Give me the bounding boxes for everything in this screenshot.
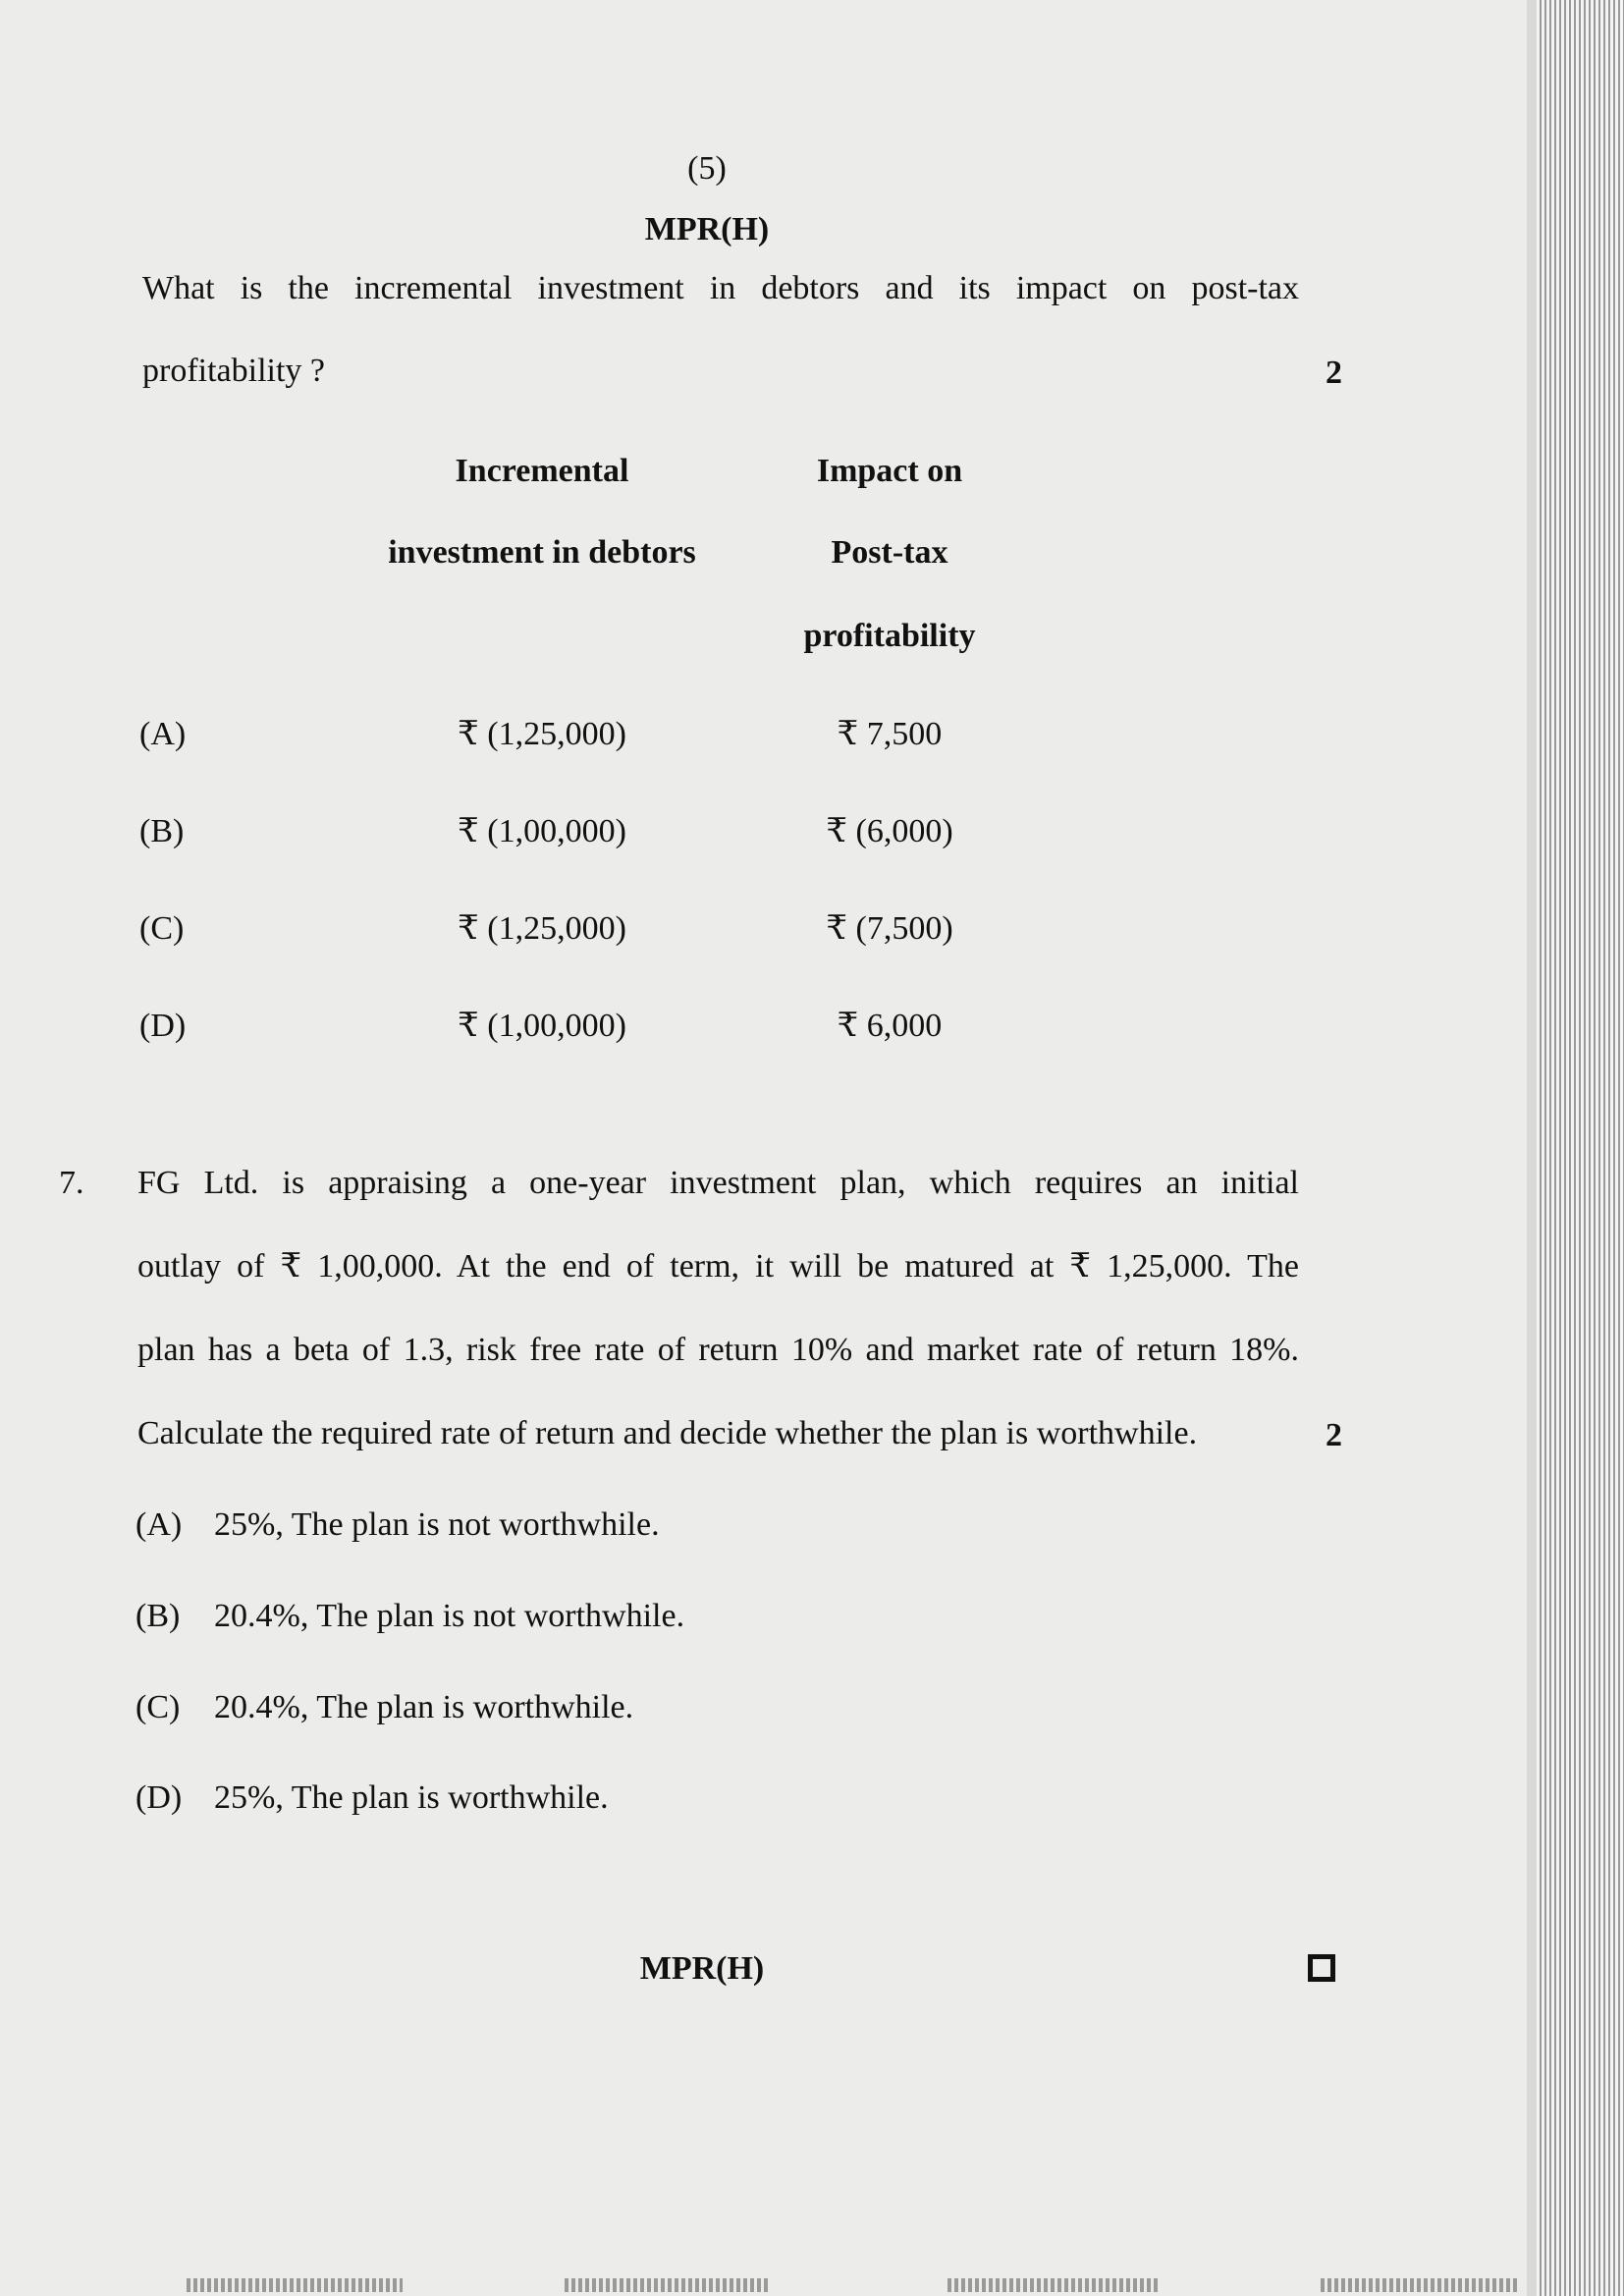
- option-label: (C): [135, 1689, 181, 1725]
- row-impact: ₹ (6,000): [826, 813, 953, 849]
- scan-artifact: [1321, 2278, 1517, 2292]
- table-header-impact-line-3: profitability: [803, 618, 976, 654]
- option-text: 25%, The plan is not worthwhile.: [214, 1506, 660, 1543]
- row-impact: ₹ 7,500: [837, 716, 943, 752]
- q7-stem-line-4: Calculate the required rate of return and decide whether the plan is worthwhile.: [137, 1415, 1198, 1451]
- q7-stem-line-2: outlay of ₹ 1,00,000. At the end of term, it will be matured at ₹ 1,25,000. The: [137, 1248, 1299, 1285]
- scan-artifact: [565, 2278, 771, 2292]
- q7-marks: 2: [1326, 1417, 1342, 1453]
- paper-code-footer: MPR(H): [639, 1950, 765, 1987]
- row-impact: ₹ (7,500): [826, 910, 953, 947]
- q6-stem-line-2: profitability ?: [142, 353, 326, 389]
- q7-stem-line-3: plan has a beta of 1.3, risk free rate of return 10% and market rate of return 18%.: [137, 1332, 1299, 1368]
- option-text: 20.4%, The plan is worthwhile.: [214, 1689, 634, 1725]
- row-investment: ₹ (1,00,000): [458, 813, 626, 849]
- row-label: (D): [139, 1008, 187, 1044]
- paper-code-header: MPR(H): [644, 211, 770, 247]
- table-header-investment-line-1: Incremental: [455, 453, 629, 489]
- scan-artifact: [187, 2278, 403, 2292]
- table-header-impact-line-1: Impact on: [816, 453, 963, 489]
- row-investment: ₹ (1,25,000): [458, 716, 626, 752]
- q6-marks: 2: [1326, 355, 1342, 391]
- row-investment: ₹ (1,25,000): [458, 910, 626, 947]
- option-label: (B): [135, 1598, 181, 1634]
- row-label: (B): [139, 813, 185, 849]
- end-square-icon: [1308, 1954, 1335, 1982]
- option-label: (A): [135, 1506, 183, 1543]
- q7-number: 7.: [59, 1165, 84, 1201]
- row-impact: ₹ 6,000: [837, 1008, 943, 1044]
- table-header-impact-line-2: Post-tax: [831, 534, 948, 571]
- q6-stem-line-1: What is the incremental investment in debtors and its impact on post-tax: [142, 270, 1299, 306]
- q7-stem-line-1: FG Ltd. is appraising a one-year investment plan, which requires an initial: [137, 1165, 1299, 1201]
- row-investment: ₹ (1,00,000): [458, 1008, 626, 1044]
- scan-artifact: [947, 2278, 1159, 2292]
- option-text: 20.4%, The plan is not worthwhile.: [214, 1598, 685, 1634]
- option-label: (D): [135, 1779, 183, 1816]
- page-edge: [1527, 0, 1537, 2296]
- row-label: (A): [139, 716, 187, 752]
- binding-strip: [1537, 0, 1624, 2296]
- option-text: 25%, The plan is worthwhile.: [214, 1779, 609, 1816]
- page-number: (5): [687, 150, 727, 187]
- row-label: (C): [139, 910, 185, 947]
- table-header-investment-line-2: investment in debtors: [388, 534, 696, 571]
